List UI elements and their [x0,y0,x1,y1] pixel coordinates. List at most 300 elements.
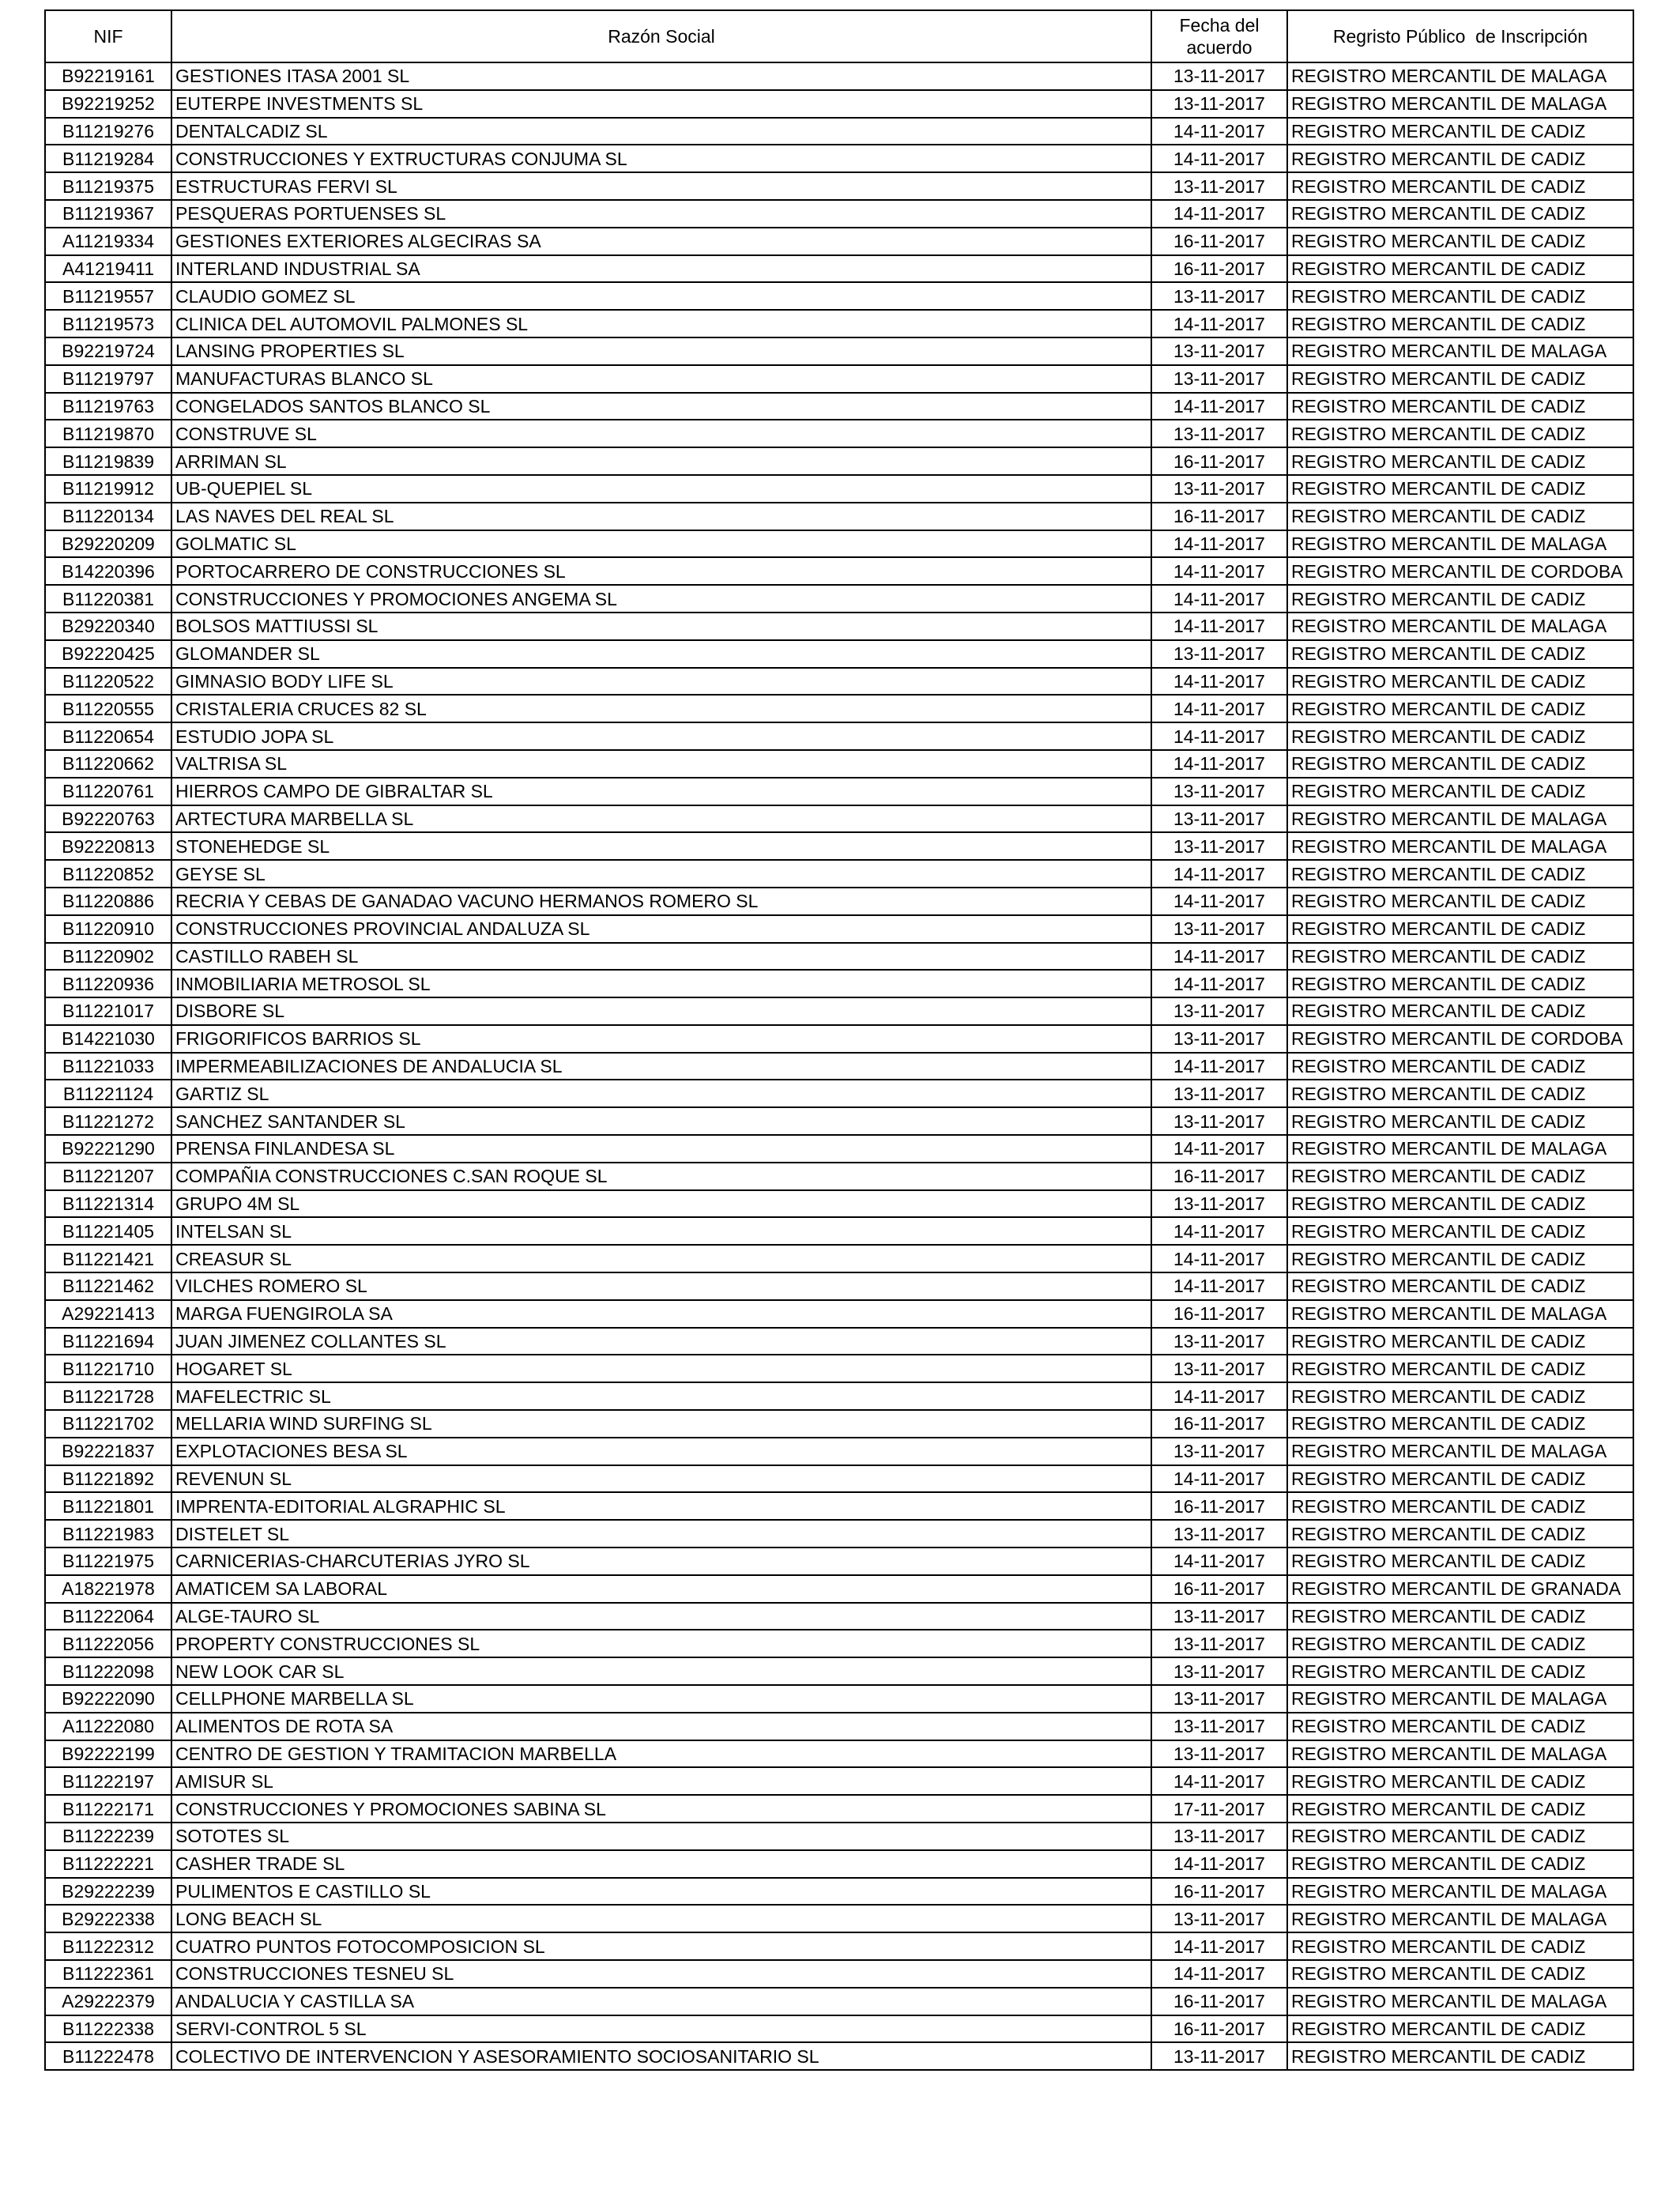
cell-fecha: 13-11-2017 [1151,915,1287,943]
cell-razon-social: COLECTIVO DE INTERVENCION Y ASESORAMIENTO SOCIOSANITARIO SL [171,2042,1151,2070]
table-row [45,310,1633,337]
cell-registro: REGISTRO MERCANTIL DE CADIZ [1287,1713,1633,1740]
table-row [45,943,1633,971]
cell-razon-social: CASHER TRADE SL [171,1850,1151,1878]
cell-fecha: 14-11-2017 [1151,1465,1287,1493]
cell-registro: REGISTRO MERCANTIL DE CADIZ [1287,1163,1633,1190]
cell-registro: REGISTRO MERCANTIL DE CADIZ [1287,1520,1633,1547]
cell-nif: B11219839 [45,447,171,475]
cell-fecha: 13-11-2017 [1151,1630,1287,1657]
cell-razon-social: CARNICERIAS-CHARCUTERIAS JYRO SL [171,1547,1151,1575]
cell-nif: B11220134 [45,503,171,530]
cell-razon-social: STONEHEDGE SL [171,832,1151,860]
cell-razon-social: CREASUR SL [171,1245,1151,1272]
cell-razon-social: HIERROS CAMPO DE GIBRALTAR SL [171,778,1151,805]
cell-registro: REGISTRO MERCANTIL DE CADIZ [1287,1355,1633,1382]
cell-razon-social: ALGE-TAURO SL [171,1603,1151,1630]
cell-nif: B11221892 [45,1465,171,1493]
cell-nif: B11219763 [45,393,171,420]
cell-razon-social: BOLSOS MATTIUSSI SL [171,613,1151,640]
cell-fecha: 13-11-2017 [1151,1713,1287,1740]
cell-fecha: 14-11-2017 [1151,750,1287,778]
cell-nif: A11222080 [45,1713,171,1740]
cell-registro: REGISTRO MERCANTIL DE CADIZ [1287,750,1633,778]
cell-registro: REGISTRO MERCANTIL DE CADIZ [1287,1657,1633,1685]
cell-razon-social: UB-QUEPIEL SL [171,475,1151,503]
cell-registro: REGISTRO MERCANTIL DE CADIZ [1287,915,1633,943]
cell-registro: REGISTRO MERCANTIL DE CADIZ [1287,1960,1633,1988]
table-row [45,118,1633,145]
cell-razon-social: GIMNASIO BODY LIFE SL [171,668,1151,696]
cell-registro: REGISTRO MERCANTIL DE CADIZ [1287,365,1633,393]
cell-razon-social: CONSTRUCCIONES Y EXTRUCTURAS CONJUMA SL [171,145,1151,172]
cell-razon-social: GOLMATIC SL [171,530,1151,558]
cell-nif: B11222361 [45,1960,171,1988]
table-row [45,668,1633,696]
cell-nif: B92220813 [45,832,171,860]
cell-razon-social: GESTIONES EXTERIORES ALGECIRAS SA [171,228,1151,255]
cell-nif: B11220902 [45,943,171,971]
cell-registro: REGISTRO MERCANTIL DE CADIZ [1287,1217,1633,1245]
table-row [45,722,1633,750]
cell-nif: B11220852 [45,860,171,888]
cell-razon-social: CONSTRUCCIONES Y PROMOCIONES SABINA SL [171,1795,1151,1823]
table-row [45,1575,1633,1603]
cell-fecha: 16-11-2017 [1151,1492,1287,1520]
cell-nif: B11219912 [45,475,171,503]
cell-registro: REGISTRO MERCANTIL DE MALAGA [1287,1438,1633,1465]
cell-registro: REGISTRO MERCANTIL DE CADIZ [1287,668,1633,696]
cell-registro: REGISTRO MERCANTIL DE CADIZ [1287,1767,1633,1795]
table-body [45,62,1633,2070]
cell-fecha: 13-11-2017 [1151,2042,1287,2070]
cell-nif: B92221837 [45,1438,171,1465]
table-row [45,1988,1633,2015]
cell-razon-social: ARRIMAN SL [171,447,1151,475]
cell-fecha: 14-11-2017 [1151,118,1287,145]
cell-razon-social: SANCHEZ SANTANDER SL [171,1107,1151,1135]
cell-registro: REGISTRO MERCANTIL DE MALAGA [1287,1135,1633,1163]
table-row [45,90,1633,118]
cell-fecha: 14-11-2017 [1151,1767,1287,1795]
cell-fecha: 13-11-2017 [1151,1823,1287,1850]
cell-registro: REGISTRO MERCANTIL DE CADIZ [1287,1272,1633,1300]
cell-razon-social: CUATRO PUNTOS FOTOCOMPOSICION SL [171,1932,1151,1960]
table-row [45,1823,1633,1850]
cell-razon-social: INTERLAND INDUSTRIAL SA [171,255,1151,283]
cell-razon-social: CONSTRUCCIONES PROVINCIAL ANDALUZA SL [171,915,1151,943]
table-row [45,200,1633,228]
cell-razon-social: PROPERTY CONSTRUCCIONES SL [171,1630,1151,1657]
cell-fecha: 14-11-2017 [1151,970,1287,997]
table-row [45,172,1633,200]
cell-registro: REGISTRO MERCANTIL DE CADIZ [1287,1603,1633,1630]
cell-registro: REGISTRO MERCANTIL DE MALAGA [1287,62,1633,90]
cell-nif: B11221017 [45,997,171,1025]
table-row [45,1410,1633,1438]
table-row [45,447,1633,475]
table-row [45,393,1633,420]
cell-registro: REGISTRO MERCANTIL DE CADIZ [1287,503,1633,530]
cell-registro: REGISTRO MERCANTIL DE CADIZ [1287,1328,1633,1355]
cell-razon-social: CONSTRUCCIONES Y PROMOCIONES ANGEMA SL [171,585,1151,613]
cell-nif: B11219367 [45,200,171,228]
table-row [45,888,1633,915]
cell-registro: REGISTRO MERCANTIL DE CADIZ [1287,1382,1633,1410]
cell-fecha: 13-11-2017 [1151,475,1287,503]
table-row [45,1547,1633,1575]
cell-nif: B11221124 [45,1080,171,1107]
cell-razon-social: ANDALUCIA Y CASTILLA SA [171,1988,1151,2015]
cell-registro: REGISTRO MERCANTIL DE CADIZ [1287,118,1633,145]
cell-registro: REGISTRO MERCANTIL DE CADIZ [1287,888,1633,915]
cell-nif: B11220910 [45,915,171,943]
cell-razon-social: PULIMENTOS E CASTILLO SL [171,1878,1151,1906]
table-row [45,860,1633,888]
cell-nif: B11222338 [45,2015,171,2043]
cell-registro: REGISTRO MERCANTIL DE CADIZ [1287,1932,1633,1960]
cell-nif: B11219557 [45,282,171,310]
cell-nif: B11219573 [45,310,171,337]
cell-registro: REGISTRO MERCANTIL DE CADIZ [1287,475,1633,503]
cell-nif: B11221702 [45,1410,171,1438]
cell-nif: B14220396 [45,557,171,585]
cell-registro: REGISTRO MERCANTIL DE MALAGA [1287,613,1633,640]
cell-fecha: 14-11-2017 [1151,1382,1287,1410]
table-row [45,255,1633,283]
cell-razon-social: PESQUERAS PORTUENSES SL [171,200,1151,228]
cell-fecha: 16-11-2017 [1151,1300,1287,1328]
cell-nif: B11221975 [45,1547,171,1575]
cell-fecha: 14-11-2017 [1151,1547,1287,1575]
cell-razon-social: INMOBILIARIA METROSOL SL [171,970,1151,997]
cell-fecha: 13-11-2017 [1151,62,1287,90]
cell-fecha: 16-11-2017 [1151,503,1287,530]
cell-registro: REGISTRO MERCANTIL DE CADIZ [1287,255,1633,283]
cell-registro: REGISTRO MERCANTIL DE CADIZ [1287,640,1633,668]
cell-fecha: 14-11-2017 [1151,1850,1287,1878]
cell-fecha: 14-11-2017 [1151,1272,1287,1300]
cell-fecha: 13-11-2017 [1151,1025,1287,1053]
table-row [45,1657,1633,1685]
cell-fecha: 14-11-2017 [1151,1217,1287,1245]
cell-nif: B11220886 [45,888,171,915]
cell-razon-social: CRISTALERIA CRUCES 82 SL [171,695,1151,722]
cell-fecha: 14-11-2017 [1151,943,1287,971]
cell-razon-social: PRENSA FINLANDESA SL [171,1135,1151,1163]
table-row [45,1163,1633,1190]
cell-nif: B92220425 [45,640,171,668]
cell-registro: REGISTRO MERCANTIL DE CADIZ [1287,282,1633,310]
cell-registro: REGISTRO MERCANTIL DE CADIZ [1287,447,1633,475]
cell-razon-social: AMISUR SL [171,1767,1151,1795]
cell-fecha: 14-11-2017 [1151,1932,1287,1960]
table-row [45,228,1633,255]
cell-nif: B11222312 [45,1932,171,1960]
cell-nif: A18221978 [45,1575,171,1603]
cell-nif: B11220654 [45,722,171,750]
cell-registro: REGISTRO MERCANTIL DE CADIZ [1287,2042,1633,2070]
cell-razon-social: ESTRUCTURAS FERVI SL [171,172,1151,200]
cell-registro: REGISTRO MERCANTIL DE CADIZ [1287,1492,1633,1520]
cell-razon-social: MAFELECTRIC SL [171,1382,1151,1410]
cell-nif: B11221405 [45,1217,171,1245]
table-row [45,1025,1633,1053]
table-row [45,62,1633,90]
cell-nif: B92222090 [45,1685,171,1713]
cell-nif: A11219334 [45,228,171,255]
table-row [45,1245,1633,1272]
cell-registro: REGISTRO MERCANTIL DE CADIZ [1287,1850,1633,1878]
cell-fecha: 14-11-2017 [1151,1960,1287,1988]
cell-razon-social: SOTOTES SL [171,1823,1151,1850]
cell-nif: B92219252 [45,90,171,118]
cell-razon-social: GEYSE SL [171,860,1151,888]
cell-fecha: 13-11-2017 [1151,640,1287,668]
cell-razon-social: FRIGORIFICOS BARRIOS SL [171,1025,1151,1053]
cell-registro: REGISTRO MERCANTIL DE CADIZ [1287,943,1633,971]
cell-fecha: 13-11-2017 [1151,1520,1287,1547]
cell-fecha: 13-11-2017 [1151,997,1287,1025]
cell-registro: REGISTRO MERCANTIL DE CADIZ [1287,1190,1633,1218]
table-row [45,1905,1633,1932]
cell-razon-social: DISBORE SL [171,997,1151,1025]
cell-fecha: 13-11-2017 [1151,1657,1287,1685]
cell-registro: REGISTRO MERCANTIL DE MALAGA [1287,337,1633,365]
table-row [45,1135,1633,1163]
table-row [45,557,1633,585]
table-row [45,915,1633,943]
cell-fecha: 16-11-2017 [1151,1878,1287,1906]
cell-fecha: 13-11-2017 [1151,1685,1287,1713]
cell-razon-social: MANUFACTURAS BLANCO SL [171,365,1151,393]
cell-fecha: 14-11-2017 [1151,1053,1287,1080]
cell-razon-social: CELLPHONE MARBELLA SL [171,1685,1151,1713]
cell-razon-social: VALTRISA SL [171,750,1151,778]
cell-fecha: 13-11-2017 [1151,420,1287,447]
cell-fecha: 13-11-2017 [1151,337,1287,365]
cell-registro: REGISTRO MERCANTIL DE CORDOBA [1287,1025,1633,1053]
table-row [45,1850,1633,1878]
cell-nif: A41219411 [45,255,171,283]
table-row [45,1685,1633,1713]
cell-fecha: 13-11-2017 [1151,365,1287,393]
cell-fecha: 14-11-2017 [1151,310,1287,337]
cell-nif: B11222098 [45,1657,171,1685]
header-nif: NIF [45,10,171,62]
cell-nif: B29222338 [45,1905,171,1932]
cell-fecha: 14-11-2017 [1151,888,1287,915]
cell-razon-social: CLAUDIO GOMEZ SL [171,282,1151,310]
table-row [45,475,1633,503]
cell-fecha: 14-11-2017 [1151,860,1287,888]
cell-fecha: 14-11-2017 [1151,145,1287,172]
table-row [45,530,1633,558]
header-fecha-acuerdo [1151,10,1287,62]
cell-registro: REGISTRO MERCANTIL DE CADIZ [1287,145,1633,172]
table-row [45,1382,1633,1410]
cell-registro: REGISTRO MERCANTIL DE CADIZ [1287,393,1633,420]
cell-registro: REGISTRO MERCANTIL DE CADIZ [1287,228,1633,255]
cell-fecha: 13-11-2017 [1151,1603,1287,1630]
cell-fecha: 14-11-2017 [1151,530,1287,558]
table-row [45,805,1633,833]
cell-nif: B11219276 [45,118,171,145]
cell-razon-social: COMPAÑIA CONSTRUCCIONES C.SAN ROQUE SL [171,1163,1151,1190]
table-row [45,2042,1633,2070]
cell-registro: REGISTRO MERCANTIL DE CADIZ [1287,695,1633,722]
cell-nif: B11221694 [45,1328,171,1355]
cell-nif: B11221801 [45,1492,171,1520]
table-row [45,970,1633,997]
table-row [45,1630,1633,1657]
table-row [45,1272,1633,1300]
cell-fecha: 13-11-2017 [1151,1438,1287,1465]
cell-nif: B11219797 [45,365,171,393]
cell-registro: REGISTRO MERCANTIL DE CADIZ [1287,860,1633,888]
table-row [45,2015,1633,2043]
cell-nif: B11220522 [45,668,171,696]
cell-registro: REGISTRO MERCANTIL DE MALAGA [1287,90,1633,118]
cell-razon-social: MARGA FUENGIROLA SA [171,1300,1151,1328]
cell-nif: B11220662 [45,750,171,778]
cell-fecha: 16-11-2017 [1151,2015,1287,2043]
table-row [45,282,1633,310]
table-row [45,1520,1633,1547]
cell-registro: REGISTRO MERCANTIL DE GRANADA [1287,1575,1633,1603]
cell-nif: B29220209 [45,530,171,558]
cell-registro: REGISTRO MERCANTIL DE CADIZ [1287,1107,1633,1135]
cell-nif: B11221272 [45,1107,171,1135]
table-row [45,420,1633,447]
cell-nif: B11220381 [45,585,171,613]
table-row [45,1053,1633,1080]
cell-nif: B11222064 [45,1603,171,1630]
cell-fecha: 13-11-2017 [1151,1328,1287,1355]
cell-razon-social: EUTERPE INVESTMENTS SL [171,90,1151,118]
table-row [45,750,1633,778]
cell-razon-social: CONSTRUCCIONES TESNEU SL [171,1960,1151,1988]
cell-fecha: 14-11-2017 [1151,557,1287,585]
cell-registro: REGISTRO MERCANTIL DE MALAGA [1287,832,1633,860]
cell-registro: REGISTRO MERCANTIL DE CORDOBA [1287,557,1633,585]
cell-razon-social: LANSING PROPERTIES SL [171,337,1151,365]
table-row [45,145,1633,172]
cell-razon-social: IMPRENTA-EDITORIAL ALGRAPHIC SL [171,1492,1151,1520]
cell-registro: REGISTRO MERCANTIL DE MALAGA [1287,805,1633,833]
cell-fecha: 13-11-2017 [1151,1355,1287,1382]
cell-registro: REGISTRO MERCANTIL DE MALAGA [1287,1300,1633,1328]
table-row [45,613,1633,640]
cell-razon-social: JUAN JIMENEZ COLLANTES SL [171,1328,1151,1355]
table-row [45,1328,1633,1355]
cell-registro: REGISTRO MERCANTIL DE CADIZ [1287,1465,1633,1493]
cell-fecha: 16-11-2017 [1151,1163,1287,1190]
cell-registro: REGISTRO MERCANTIL DE CADIZ [1287,172,1633,200]
table-row [45,1795,1633,1823]
cell-fecha: 16-11-2017 [1151,255,1287,283]
cell-nif: B11221033 [45,1053,171,1080]
cell-nif: B92219161 [45,62,171,90]
registry-table [44,9,1634,2071]
cell-razon-social: NEW LOOK CAR SL [171,1657,1151,1685]
cell-fecha: 16-11-2017 [1151,447,1287,475]
table-row [45,640,1633,668]
header-razon-social: Razón Social [171,10,1151,62]
table-row [45,1190,1633,1218]
table-row [45,365,1633,393]
cell-fecha: 16-11-2017 [1151,1575,1287,1603]
cell-fecha: 13-11-2017 [1151,1107,1287,1135]
cell-nif: B11221207 [45,1163,171,1190]
cell-nif: B11222478 [45,2042,171,2070]
table-row [45,337,1633,365]
cell-nif: B11222221 [45,1850,171,1878]
cell-razon-social: AMATICEM SA LABORAL [171,1575,1151,1603]
cell-fecha: 13-11-2017 [1151,805,1287,833]
cell-registro: REGISTRO MERCANTIL DE CADIZ [1287,1795,1633,1823]
table-row [45,1438,1633,1465]
cell-razon-social: LAS NAVES DEL REAL SL [171,503,1151,530]
cell-registro: REGISTRO MERCANTIL DE CADIZ [1287,997,1633,1025]
cell-razon-social: INTELSAN SL [171,1217,1151,1245]
header-registro: Regristo Público de Inscripción [1287,10,1633,62]
cell-nif: B92220763 [45,805,171,833]
table-row [45,695,1633,722]
cell-razon-social: GRUPO 4M SL [171,1190,1151,1218]
cell-registro: REGISTRO MERCANTIL DE MALAGA [1287,530,1633,558]
cell-razon-social: VILCHES ROMERO SL [171,1272,1151,1300]
table-header-row [45,10,1633,62]
cell-nif: B14221030 [45,1025,171,1053]
cell-nif: B11222197 [45,1767,171,1795]
cell-fecha: 14-11-2017 [1151,393,1287,420]
cell-fecha: 13-11-2017 [1151,90,1287,118]
header-fecha-text: Fecha del acuerdo [1179,15,1260,58]
cell-fecha: 13-11-2017 [1151,172,1287,200]
cell-razon-social: EXPLOTACIONES BESA SL [171,1438,1151,1465]
table-row [45,1107,1633,1135]
cell-razon-social: IMPERMEABILIZACIONES DE ANDALUCIA SL [171,1053,1151,1080]
cell-fecha: 16-11-2017 [1151,1410,1287,1438]
cell-registro: REGISTRO MERCANTIL DE MALAGA [1287,1878,1633,1906]
cell-registro: REGISTRO MERCANTIL DE CADIZ [1287,420,1633,447]
cell-nif: B29222239 [45,1878,171,1906]
cell-registro: REGISTRO MERCANTIL DE MALAGA [1287,1905,1633,1932]
cell-fecha: 14-11-2017 [1151,1135,1287,1163]
cell-nif: B11220761 [45,778,171,805]
cell-fecha: 17-11-2017 [1151,1795,1287,1823]
cell-razon-social: RECRIA Y CEBAS DE GANADAO VACUNO HERMANOS ROMERO SL [171,888,1151,915]
cell-nif: B11221728 [45,1382,171,1410]
cell-registro: REGISTRO MERCANTIL DE CADIZ [1287,1630,1633,1657]
table-row [45,1080,1633,1107]
cell-nif: B92219724 [45,337,171,365]
cell-razon-social: ESTUDIO JOPA SL [171,722,1151,750]
cell-fecha: 14-11-2017 [1151,200,1287,228]
cell-razon-social: GESTIONES ITASA 2001 SL [171,62,1151,90]
cell-registro: REGISTRO MERCANTIL DE CADIZ [1287,1080,1633,1107]
cell-fecha: 14-11-2017 [1151,722,1287,750]
cell-razon-social: CENTRO DE GESTION Y TRAMITACION MARBELLA [171,1740,1151,1768]
table-row [45,1740,1633,1768]
cell-registro: REGISTRO MERCANTIL DE CADIZ [1287,1823,1633,1850]
cell-nif: B11219870 [45,420,171,447]
cell-fecha: 13-11-2017 [1151,1905,1287,1932]
cell-razon-social: LONG BEACH SL [171,1905,1151,1932]
table-row [45,1932,1633,1960]
table-row [45,832,1633,860]
